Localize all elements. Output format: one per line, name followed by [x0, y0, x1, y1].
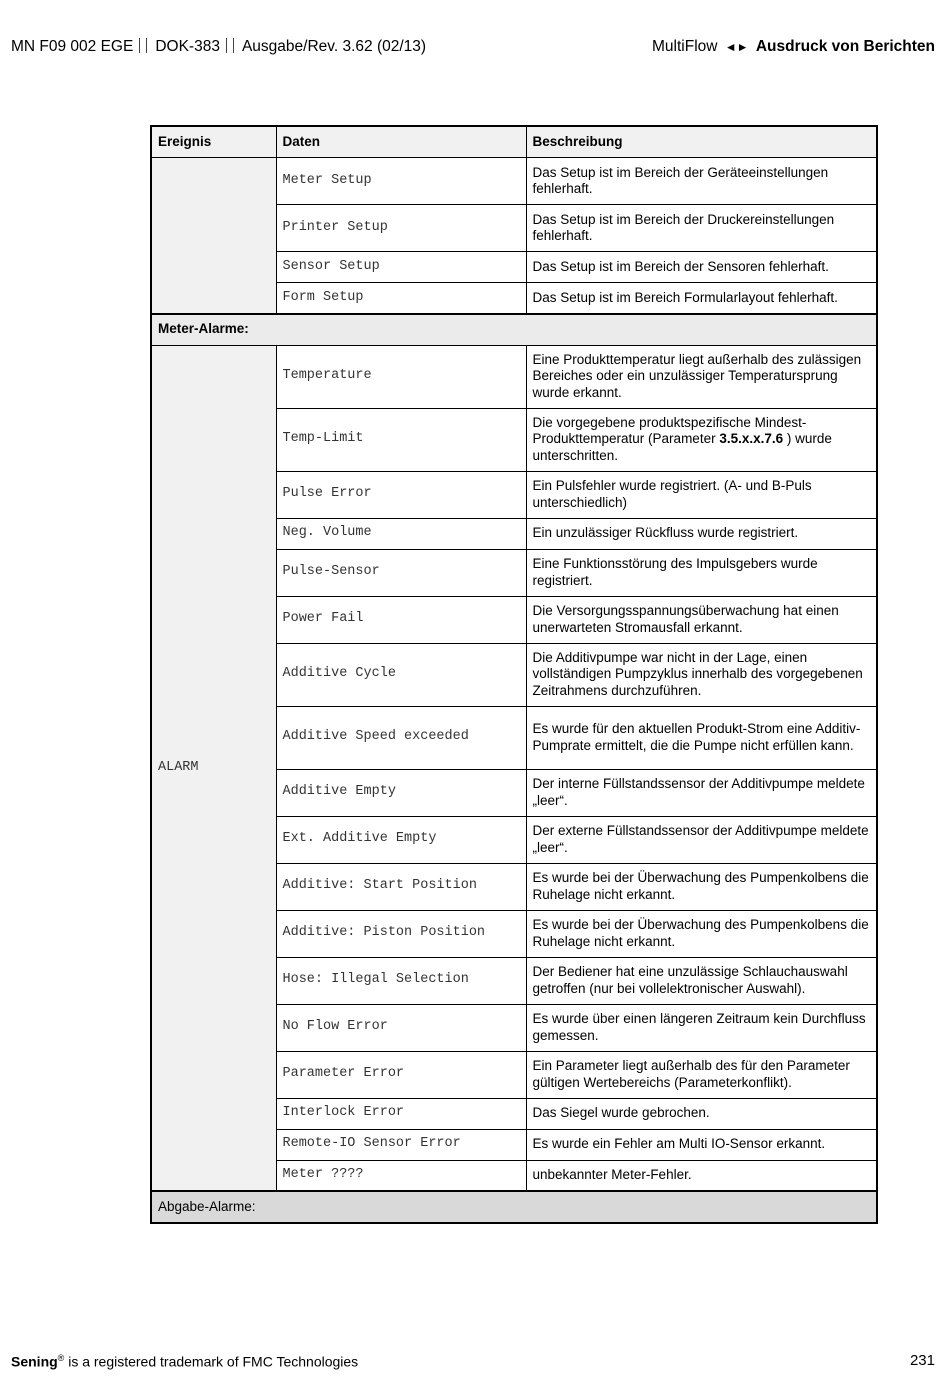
doc-id: MN F09 002 EGE [11, 38, 134, 55]
section-label: Abgabe-Alarme: [151, 1191, 877, 1223]
description-cell [526, 408, 877, 471]
description-cell: Der externe Füllstandssensor der Additivpumpe meldete „leer“. [526, 816, 877, 863]
data-cell: Temp-Limit [276, 408, 526, 471]
page-number: 231 [909, 1352, 935, 1369]
data-cell: Pulse-Sensor [276, 549, 526, 596]
data-cell: Additive Cycle [276, 643, 526, 706]
data-cell: Hose: Illegal Selection [276, 957, 526, 1004]
description-cell: Ein Pulsfehler wurde registriert. (A- und B-Puls unterschiedlich) [526, 471, 877, 518]
data-cell: Pulse Error [276, 471, 526, 518]
data-cell: Additive Empty [276, 769, 526, 816]
doc-number: DOK-383 [155, 38, 220, 55]
header-document-info [11, 38, 426, 56]
description-cell: Das Setup ist im Bereich der Sensoren fehlerhaft. [526, 252, 877, 283]
description-cell: Es wurde für den aktuellen Produkt-Strom eine Additiv-Pumprate ermittelt, die die Pumpe nicht erfüllen kann. [526, 706, 877, 769]
data-cell: Ext. Additive Empty [276, 816, 526, 863]
data-cell: Meter Setup [276, 158, 526, 205]
description-cell: Eine Funktionsstörung des Impulsgebers wurde registriert. [526, 549, 877, 596]
column-header-description: Beschreibung [526, 126, 877, 158]
data-cell: Remote-IO Sensor Error [276, 1129, 526, 1160]
header-section-info [652, 38, 935, 56]
nav-arrows-icon: ◄► [724, 40, 749, 54]
description-cell: Eine Produkttemperatur liegt außerhalb des zulässigen Bereiches oder ein unzulässiger Temperatursprung wurde erkannt. [526, 345, 877, 408]
section-row-dispense-alarms [151, 1191, 877, 1223]
description-cell: Es wurde bei der Überwachung des Pumpenkolbens die Ruhelage nicht erkannt. [526, 910, 877, 957]
footer-trademark [11, 1353, 358, 1370]
description-cell: Das Setup ist im Bereich Formularlayout fehlerhaft. [526, 283, 877, 314]
data-cell: Meter ???? [276, 1160, 526, 1191]
table-header-row [151, 126, 877, 158]
description-cell: Die Additivpumpe war nicht in der Lage, einen vollständigen Pumpzyklus innerhalb des vorgegebenen Zeitrahmens durchzuführen. [526, 643, 877, 706]
data-cell: Neg. Volume [276, 518, 526, 549]
trademark-text: is a registered trademark of FMC Technologies [64, 1353, 359, 1370]
description-cell: unbekannter Meter-Fehler. [526, 1160, 877, 1191]
separator [226, 38, 234, 53]
data-cell: Additive: Start Position [276, 863, 526, 910]
data-cell: Additive: Piston Position [276, 910, 526, 957]
event-cell-empty [151, 158, 276, 314]
description-cell: Ein Parameter liegt außerhalb des für den Parameter gültigen Wertebereichs (Parameterkonflikt). [526, 1051, 877, 1098]
table-row [151, 345, 877, 408]
data-cell: Temperature [276, 345, 526, 408]
data-cell: Interlock Error [276, 1098, 526, 1129]
data-cell: Sensor Setup [276, 252, 526, 283]
data-cell: No Flow Error [276, 1004, 526, 1051]
separator [139, 38, 147, 53]
parameter-reference: 3.5.x.x.7.6 [719, 431, 784, 447]
description-cell: Das Setup ist im Bereich der Druckereinstellungen fehlerhaft. [526, 205, 877, 252]
section-label: Meter-Alarme: [151, 314, 877, 346]
event-table [150, 125, 878, 1224]
description-cell: Die Versorgungsspannungsüberwachung hat einen unerwarteten Stromausfall erkannt. [526, 596, 877, 643]
table-row [151, 158, 877, 205]
data-cell: Power Fail [276, 596, 526, 643]
registered-mark: ® [57, 1353, 65, 1363]
column-header-event: Ereignis [151, 126, 276, 158]
description-cell: Es wurde ein Fehler am Multi IO-Sensor erkannt. [526, 1129, 877, 1160]
data-cell: Parameter Error [276, 1051, 526, 1098]
data-cell: Additive Speed exceeded [276, 706, 526, 769]
description-text: Die vorgegebene produktspezifische Mindest-Produkttemperatur (Parameter [532, 414, 807, 447]
description-cell: Es wurde bei der Überwachung des Pumpenkolbens die Ruhelage nicht erkannt. [526, 863, 877, 910]
section-title: Ausdruck von Berichten [755, 38, 935, 55]
section-row-meter-alarms [151, 314, 877, 346]
description-cell: Der interne Füllstandssensor der Additivpumpe meldete „leer“. [526, 769, 877, 816]
description-cell: Es wurde über einen längeren Zeitraum kein Durchfluss gemessen. [526, 1004, 877, 1051]
description-text: ) wurde unterschritten. [532, 431, 832, 463]
description-cell: Der Bediener hat eine unzulässige Schlauchauswahl getroffen (nur bei vollelektronischer Auswahl). [526, 957, 877, 1004]
event-cell-alarm: ALARM [151, 345, 276, 1191]
data-cell: Printer Setup [276, 205, 526, 252]
description-cell: Das Setup ist im Bereich der Geräteeinstellungen fehlerhaft. [526, 158, 877, 205]
description-cell: Das Siegel wurde gebrochen. [526, 1098, 877, 1129]
column-header-data: Daten [276, 126, 526, 158]
revision: Ausgabe/Rev. 3.62 (02/13) [241, 38, 427, 55]
brand-name: Sening [11, 1353, 58, 1370]
description-cell: Ein unzulässiger Rückfluss wurde registriert. [526, 518, 877, 549]
product-name: MultiFlow [652, 38, 718, 55]
data-cell: Form Setup [276, 283, 526, 314]
